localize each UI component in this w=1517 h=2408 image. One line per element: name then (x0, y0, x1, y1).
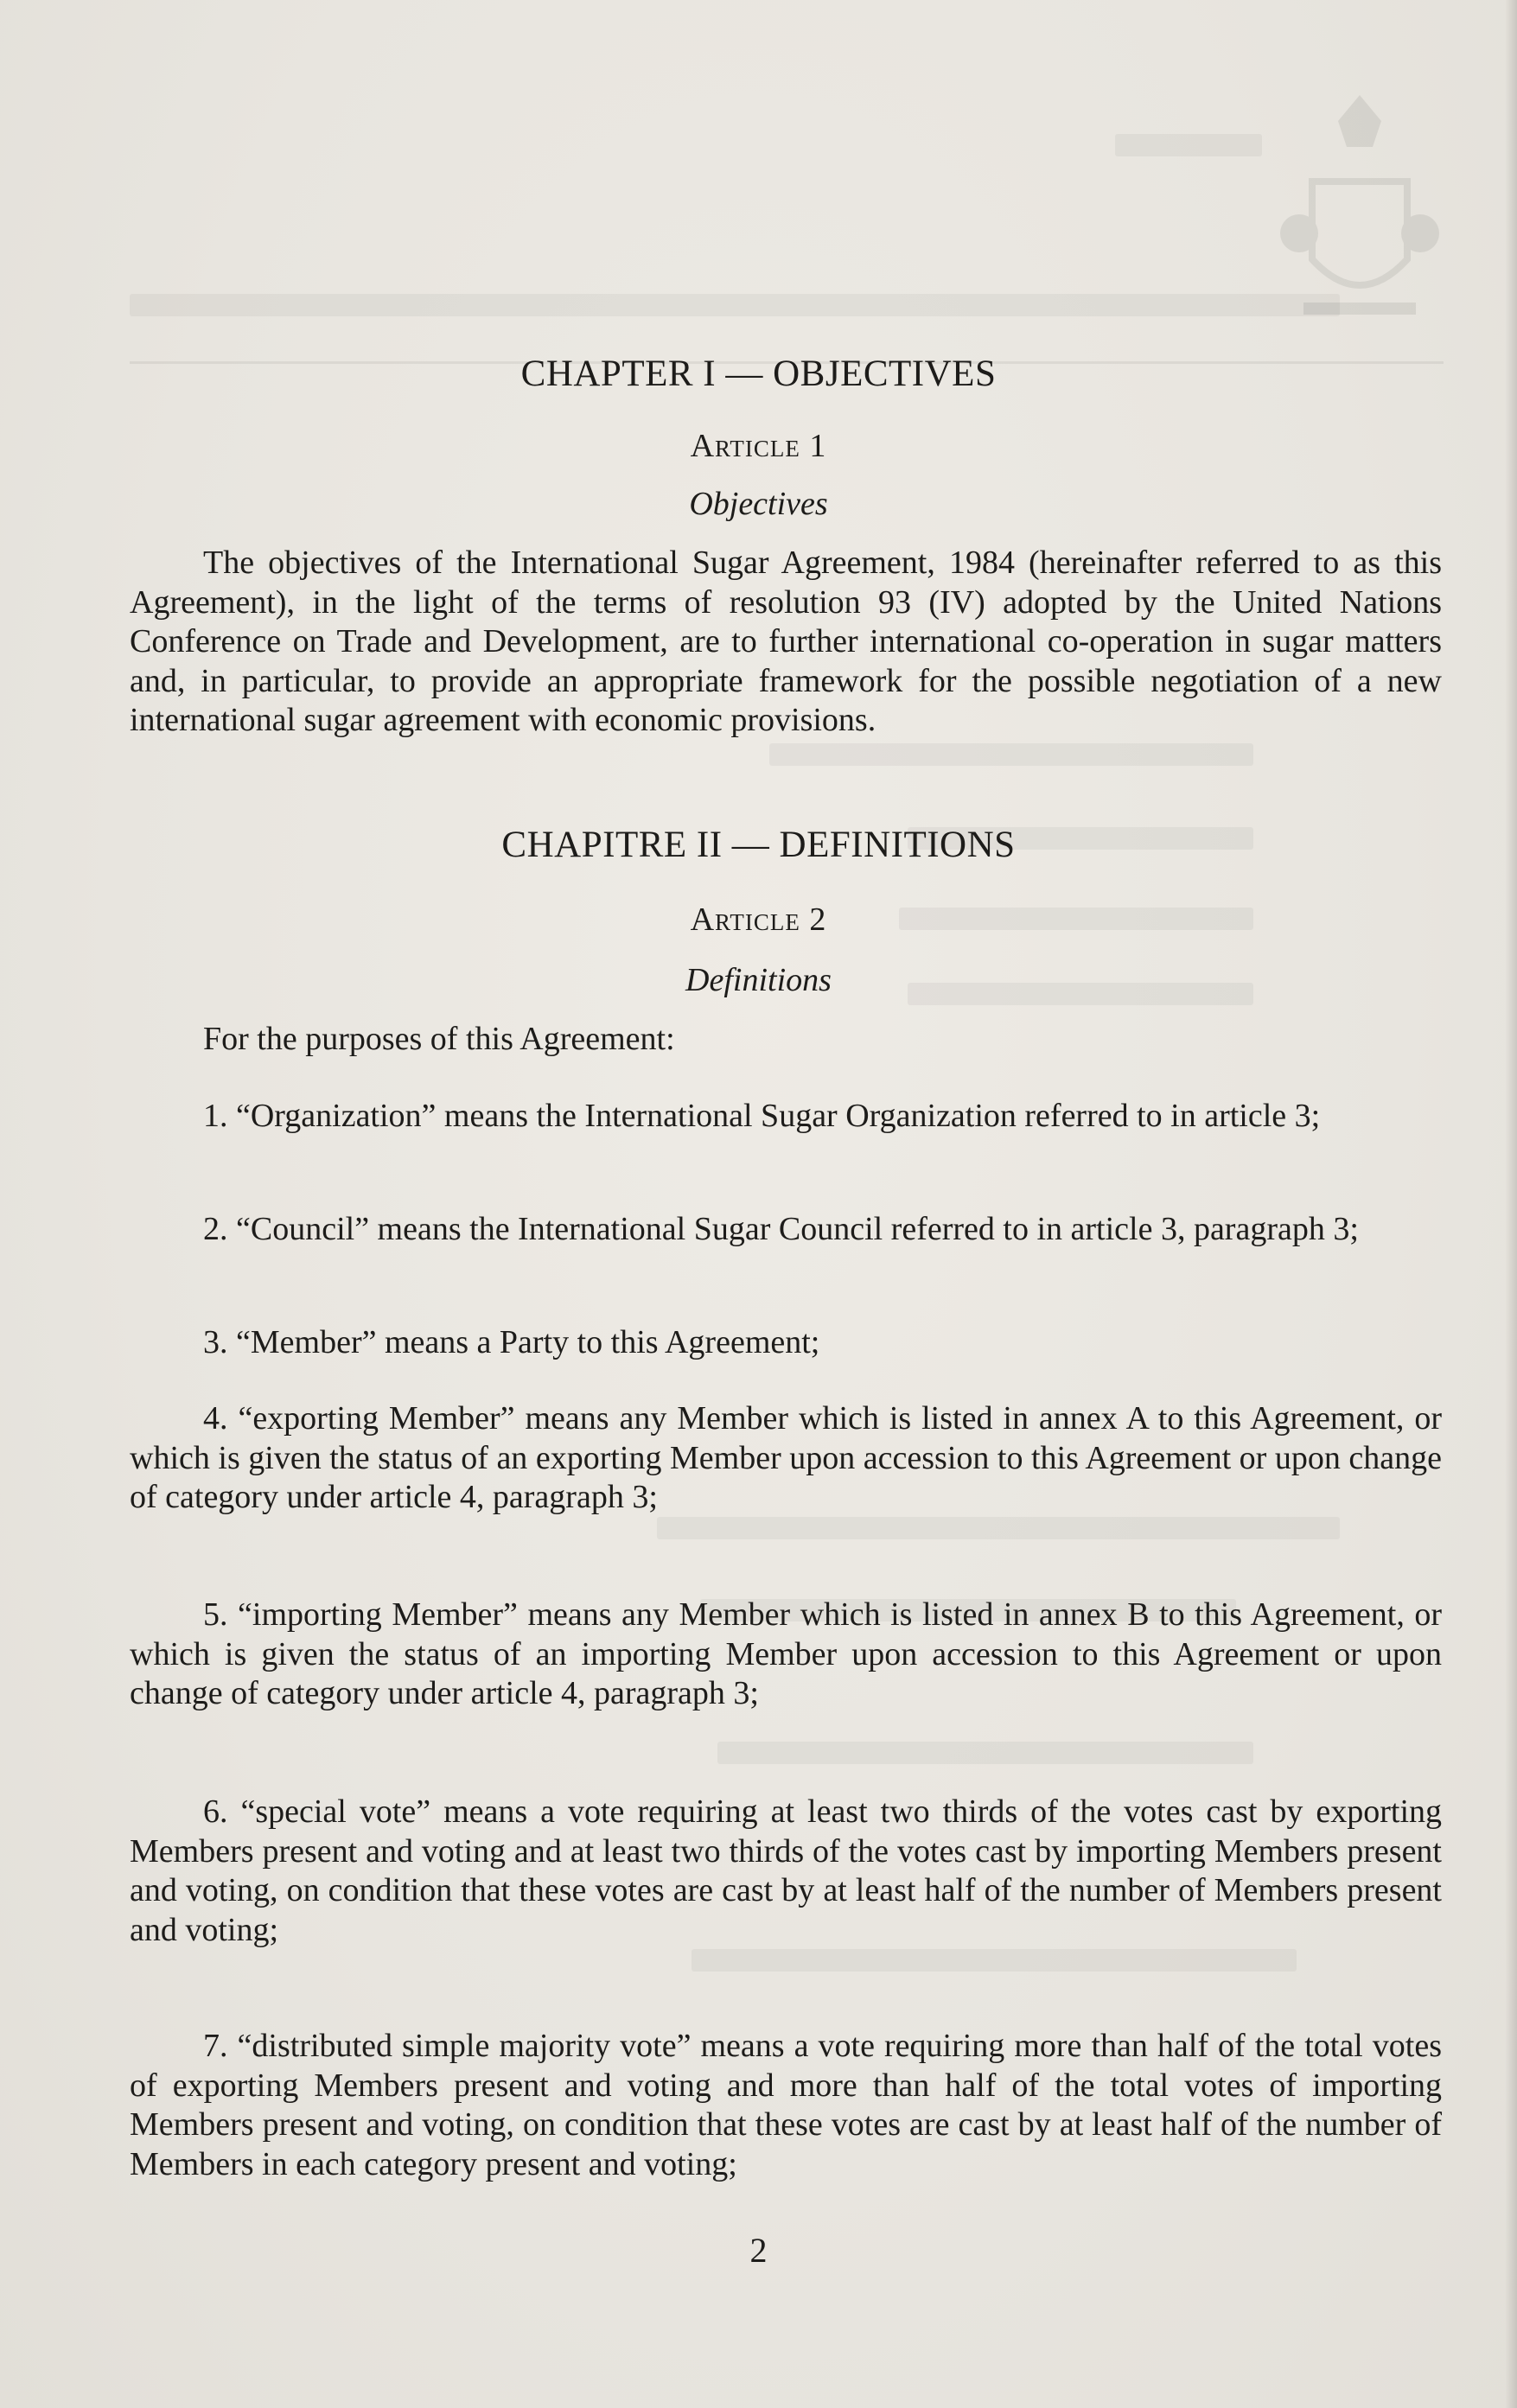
chapter-1-heading: CHAPTER I — OBJECTIVES (520, 354, 997, 394)
page-number: 2 (749, 2231, 768, 2270)
bleed-through-line (692, 1949, 1297, 1972)
article-2-label: Article 2 (690, 901, 827, 938)
bleed-through-line (769, 743, 1253, 766)
bleed-through-line (657, 1517, 1340, 1539)
definition-item: 2. “Council” means the International Sugar Council referred to in article 3, paragraph 3; (203, 1211, 1359, 1247)
bleed-through-line (1115, 134, 1262, 156)
definition-item: 6. “special vote” means a vote requiring at least two thirds of the votes cast by exporting Members present and voting and at least two thirds of the votes cast by importing Members present and voting, on condition that these votes are cast by at least half of the number of Members present and voting; (130, 1793, 1442, 1948)
definition-item: 1. “Organization” means the International Sugar Organization referred to in article 3; (203, 1098, 1321, 1134)
article-1-title: Objectives (689, 486, 828, 522)
article-1-label: Article 1 (690, 428, 827, 464)
article-2-title: Definitions (685, 962, 832, 998)
definition-item: 4. “exporting Member” means any Member which is listed in annex A to this Agreement, or which is given the status of an exporting Member upon accession to this Agreement or upon change of category under article 4, paragraph 3; (130, 1400, 1442, 1515)
bleed-through-line (130, 294, 1340, 316)
bleed-through-line (717, 1742, 1253, 1764)
definition-item: 3. “Member” means a Party to this Agreement; (203, 1324, 820, 1360)
definitions-intro: For the purposes of this Agreement: (203, 1021, 675, 1057)
objectives-paragraph: The objectives of the International Sugar Agreement, 1984 (hereinafter referred to as this Agreement), in the light of the terms of resolution 93 (IV) adopted by the United Nations Conference on Trade and Development, are to further international co-operation in sugar matters and, in particular, to provide an appropriate framework for the possible negotiation of a new international sugar agreement with economic provisions. (130, 545, 1442, 738)
definition-item: 5. “importing Member” means any Member which is listed in annex B to this Agreement, or which is given the status of an importing Member upon accession to this Agreement or upon change of category under article 4, paragraph 3; (130, 1596, 1442, 1711)
chapter-2-heading: CHAPITRE II — DEFINITIONS (501, 825, 1016, 865)
definition-item: 7. “distributed simple majority vote” means a vote requiring more than half of the total votes of exporting Members present and voting and more than half of the total votes of importing Members present and voting, on condition that these votes are cast by at least half of the number of Members in each category present and voting; (130, 2028, 1442, 2182)
